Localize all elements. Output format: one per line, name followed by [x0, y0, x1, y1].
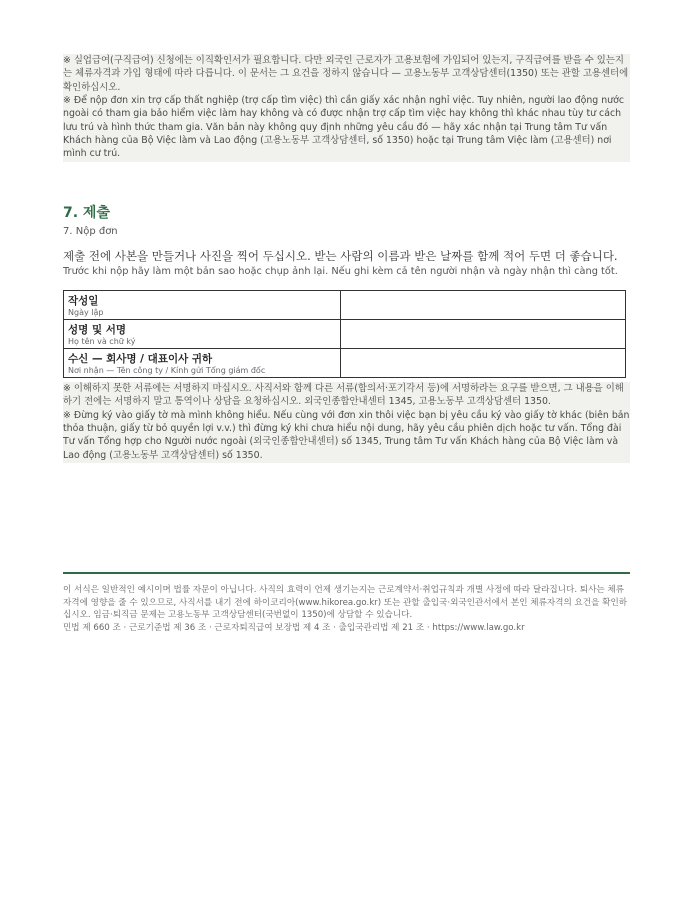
- instruction-vietnamese: Trước khi nộp hãy làm một bản sao hoặc chụp ảnh lại. Nếu ghi kèm cả tên người nhận và ngày nhận thì càng tốt.: [63, 266, 618, 277]
- note-vietnamese-text: ※ Đừng ký vào giấy tờ mà mình không hiểu. Nếu cùng với đơn xin thôi việc bạn bị yêu cầu ký vào giấy tờ khác (biên bản thỏa thuận, giấy từ bỏ quyền lợi v.v.) thì đừng ký khi chưa hiểu nội dung, hãy yêu cầu phiên dịch hoặc tư vấn. Tổng đài Tư vấn Tổng hợp cho Người nước ngoài (외국인종합안내센터) số 1345, Trung tâm Tư vấn Khách hàng của Bộ Việc làm và Lao động (고용노동부 고객상담센터) số 1350.: [63, 409, 630, 461]
- date-label: 작성일: [68, 295, 99, 307]
- legal-references: 민법 제 660 조 · 근로기준법 제 36 조 · 근로자퇴직급여 보장법 제 4 조 · 출입국관리법 제 21 조 · https://www.law.go.kr: [63, 623, 525, 634]
- date-field[interactable]: [341, 291, 626, 320]
- section-subtitle: 7. Nộp đơn: [63, 226, 118, 237]
- note-korean-text: ※ 이해하지 못한 서류에는 서명하지 마십시오. 사직서와 함께 다른 서류(합의서·포기각서 등)에 서명하라는 요구를 받으면, 그 내용을 이해하기 전에는 서명하지 말고 통역이나 상담을 요청하십시오. 외국인종합안내센터 1345, 고용노동부 고객상담센터 1350.: [63, 383, 624, 408]
- footer-disclaimer: [63, 584, 630, 635]
- recipient-label: 수신 — 회사명 / 대표이사 귀하: [68, 353, 213, 365]
- note-vietnamese-text: ※ Để nộp đơn xin trợ cấp thất nghiệp (trợ cấp tìm việc) thì cần giấy xác nhận nghỉ việc. Tuy nhiên, người lao động nước ngoài có tham gia bảo hiểm việc làm hay không và có được nhận trợ cấp tìm việc hay không thì khác nhau tùy tư cách lưu trú và hình thức tham gia. Văn bản này không quy định những yêu cầu đó — hãy xác nhận tại Trung tâm Tư vấn Khách hàng của Bộ Việc làm và Lao động (고용노동부 고객상담센터, số 1350) hoặc tại Trung tâm Việc làm (고용센터) nơi mình cư trú.: [63, 95, 624, 160]
- signature-table: [63, 290, 626, 378]
- date-label-translation: Ngày lập: [68, 308, 104, 317]
- name-label-cell: [64, 320, 341, 349]
- recipient-label-translation: Nơi nhận — Tên công ty / Kính gửi Tổng giám đốc: [68, 366, 266, 375]
- name-signature-field[interactable]: [341, 320, 626, 349]
- recipient-field[interactable]: [341, 349, 626, 378]
- disclaimer-text: 이 서식은 일반적인 예시이며 법률 자문이 아닙니다. 사직의 효력이 언제 생기는지는 근로계약서·취업규칙과 개별 사정에 따라 달라집니다. 퇴사는 체류자격에 영향을 줄 수 있으므로, 사직서를 내기 전에 하이코리아(www.hikorea.go.kr) 또는 관할 출입국·외국인관서에서 본인 체류자격의 요건을 확인하십시오. 임금·퇴직금 문제는 고용노동부 고객상담센터(국번없이 1350)에 상담할 수 있습니다.: [63, 585, 628, 621]
- name-signature-label: 성명 및 서명: [68, 324, 127, 336]
- visa-unemployment-note: [63, 54, 630, 162]
- date-label-cell: [64, 291, 341, 320]
- do-not-sign-note: [63, 382, 630, 463]
- table-row-recipient: [64, 349, 626, 378]
- recipient-label-cell: [64, 349, 341, 378]
- name-signature-label-translation: Họ tên và chữ ký: [68, 337, 136, 346]
- instruction-korean: 제출 전에 사본을 만들거나 사진을 찍어 두십시오. 받는 사람의 이름과 받은 날짜를 함께 적어 두면 더 좋습니다.: [63, 249, 618, 263]
- note-korean-text: ※ 실업급여(구직급여) 신청에는 이직확인서가 필요합니다. 다만 외국인 근로자가 고용보험에 가입되어 있는지, 구직급여를 받을 수 있는지는 체류자격과 가입 형태에 따라 다릅니다. 이 문서는 그 요건을 정하지 않습니다 — 고용노동부 고객상담센터(1350) 또는 관할 고용센터에 확인하십시오.: [63, 55, 629, 93]
- table-row-name: [64, 320, 626, 349]
- table-row-date: [64, 291, 626, 320]
- footer-divider: [63, 572, 630, 574]
- section-title: 7. 제출: [63, 205, 110, 221]
